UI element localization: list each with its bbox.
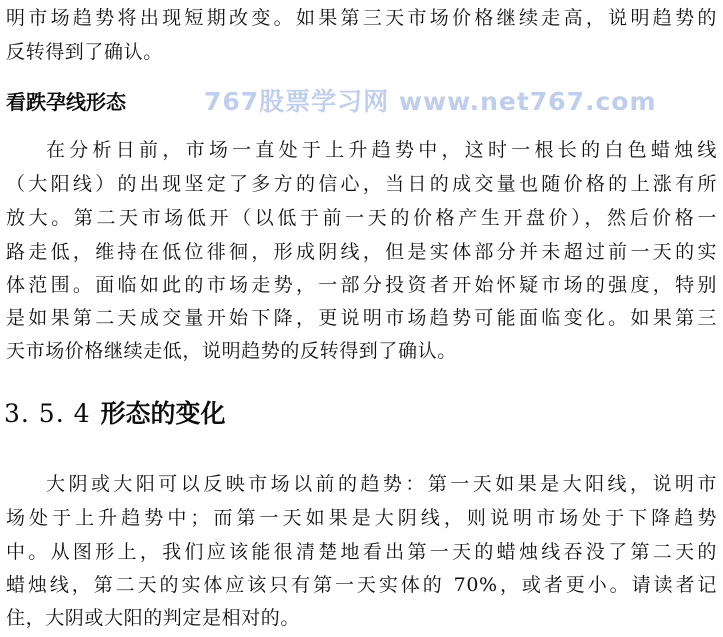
intro-line-1: 明市场趋势将出现短期改变。如果第三天市场价格继续走高，说明趋势的 xyxy=(6,7,717,29)
paragraph2-line-3: 中。从图形上，我们应该能很清楚地看出第一天的蜡烛线吞没了第二天的 xyxy=(6,541,717,563)
paragraph2-line-1: 大阴或大阳可以反映市场以前的趋势：第一天如果是大阳线，说明市 xyxy=(46,473,717,495)
paragraph2-line-2: 场处于上升趋势中；而第一天如果是大阴线，则说明市场处于下降趋势 xyxy=(6,507,717,529)
paragraph2-line-4: 蜡烛线，第二天的实体应该只有第一天实体的 70%，或者更小。请读者记 xyxy=(6,574,717,596)
intro-line-2: 反转得到了确认。 xyxy=(6,41,163,63)
paragraph2-line-5: 住，大阴或大阳的判定是相对的。 xyxy=(6,607,301,629)
section-title: 形态的变化 xyxy=(100,399,226,428)
paragraph1-line-1: 在分析日前，市场一直处于上升趋势中，这时一根长的白色蜡烛线 xyxy=(46,139,717,161)
paragraph1-line-6: 是如果第二天成交量开始下降，更说明市场趋势可能面临变化。如果第三 xyxy=(6,307,717,329)
paragraph1-line-5: 体范围。面临如此的市场走势，一部分投资者开始怀疑市场的强度，特别 xyxy=(6,274,717,296)
paragraph1-line-3: 放大。第二天市场低开（以低于前一天的价格产生开盘价），然后价格一 xyxy=(6,207,717,229)
watermark-text: 767股票学习网 www.net767.com xyxy=(204,87,657,116)
subsection-heading: 看跌孕线形态 xyxy=(6,90,126,114)
section-heading xyxy=(4,398,226,430)
paragraph1-line-4: 路走低，维持在低位徘徊，形成阴线，但是实体部分并未超过前一天的实 xyxy=(6,241,717,263)
paragraph1-line-7: 天市场价格继续走低，说明趋势的反转得到了确认。 xyxy=(6,340,457,362)
paragraph1-line-2: （大阳线）的出现坚定了多方的信心，当日的成交量也随价格的上涨有所 xyxy=(6,173,717,195)
section-number: 3. 5. 4 xyxy=(4,399,91,428)
